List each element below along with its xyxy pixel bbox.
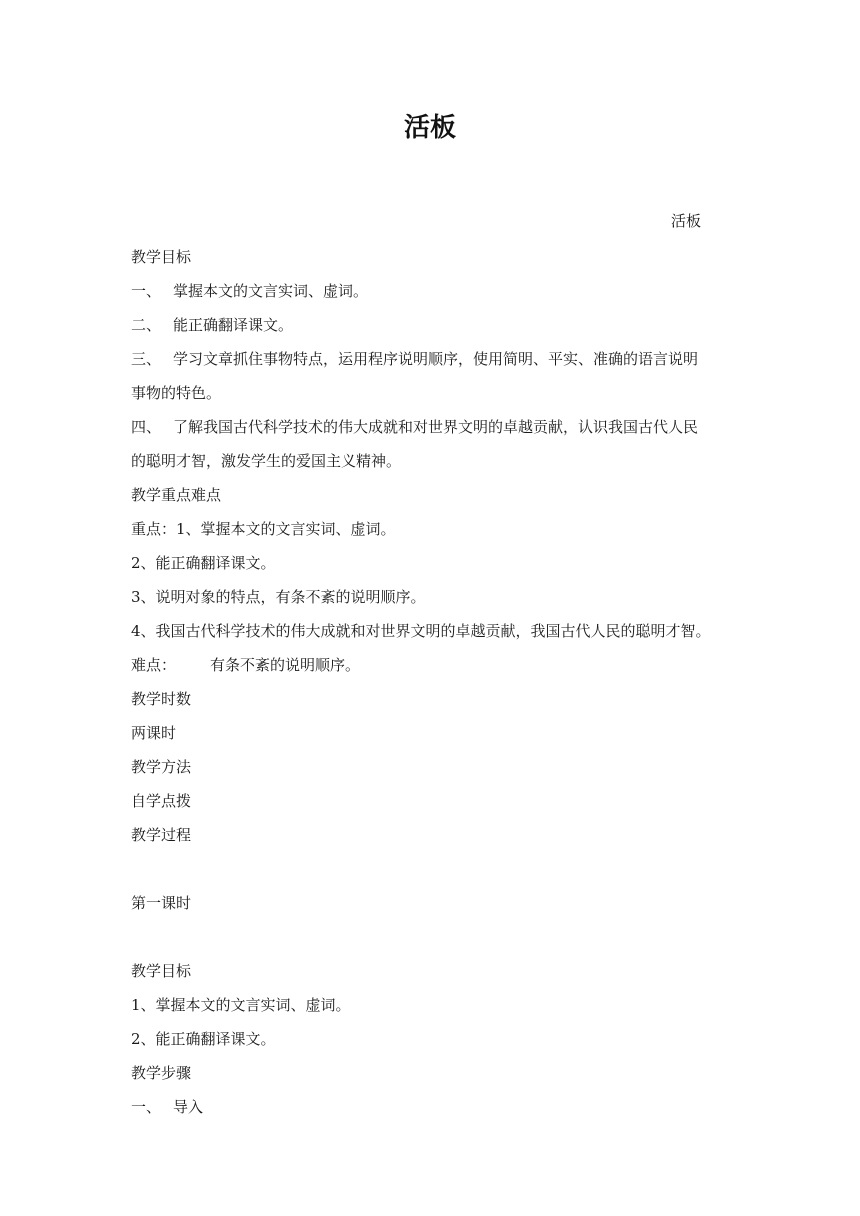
- goal-text: 能正确翻译课文。: [173, 316, 294, 334]
- goals-heading: 教学目标: [131, 248, 192, 266]
- goal-number: 四、: [131, 418, 162, 436]
- goal-number: 一、: [131, 282, 162, 300]
- key-points-heading: 教学重点难点: [131, 486, 222, 504]
- lesson-1-goal-1: 1、掌握本文的文言实词、虚词。: [131, 996, 351, 1014]
- difficulty-text: 有条不紊的说明顺序。: [210, 656, 361, 674]
- key-point-2: 2、能正确翻译课文。: [131, 554, 276, 572]
- key-point-4: 4、我国古代科学技术的伟大成就和对世界文明的卓越贡献，我国古代人民的聪明才智。: [131, 622, 711, 640]
- goal-item-3: [131, 342, 751, 376]
- step-text: 导入: [173, 1098, 204, 1116]
- goal-item-4: [131, 410, 751, 444]
- goal-number: 二、: [131, 316, 162, 334]
- right-aligned-label: 活板: [671, 212, 702, 230]
- key-point-1: 重点：1、掌握本文的文言实词、虚词。: [131, 520, 396, 538]
- goal-item-4-continued: 的聪明才智，激发学生的爱国主义精神。: [131, 452, 402, 470]
- lesson-1-goal-2: 2、能正确翻译课文。: [131, 1030, 276, 1048]
- hours-value: 两课时: [131, 724, 177, 742]
- lesson-1-goals-heading: 教学目标: [131, 962, 192, 980]
- lesson-1-heading: 第一课时: [131, 894, 192, 912]
- document-body: [131, 240, 751, 1124]
- goal-item-1: [131, 274, 751, 308]
- goal-item-3-continued: 事物的特色。: [131, 384, 222, 402]
- goal-text: 掌握本文的文言实词、虚词。: [173, 282, 369, 300]
- step-number: 一、: [131, 1098, 162, 1116]
- key-point-3: 3、说明对象的特点，有条不紊的说明顺序。: [131, 588, 426, 606]
- difficulty-label: 难点：: [131, 656, 177, 674]
- method-heading: 教学方法: [131, 758, 192, 776]
- method-value: 自学点拨: [131, 792, 192, 810]
- goal-number: 三、: [131, 350, 162, 368]
- goal-text: 了解我国古代科学技术的伟大成就和对世界文明的卓越贡献，认识我国古代人民: [173, 418, 699, 436]
- document-title: 活板: [403, 113, 456, 143]
- hours-heading: 教学时数: [131, 690, 192, 708]
- difficulty-line: [131, 648, 751, 682]
- steps-heading: 教学步骤: [131, 1064, 192, 1082]
- step-item-1: [131, 1090, 751, 1124]
- process-heading: 教学过程: [131, 826, 192, 844]
- goal-text: 学习文章抓住事物特点，运用程序说明顺序，使用简明、平实、准确的语言说明: [173, 350, 699, 368]
- goal-item-2: [131, 308, 751, 342]
